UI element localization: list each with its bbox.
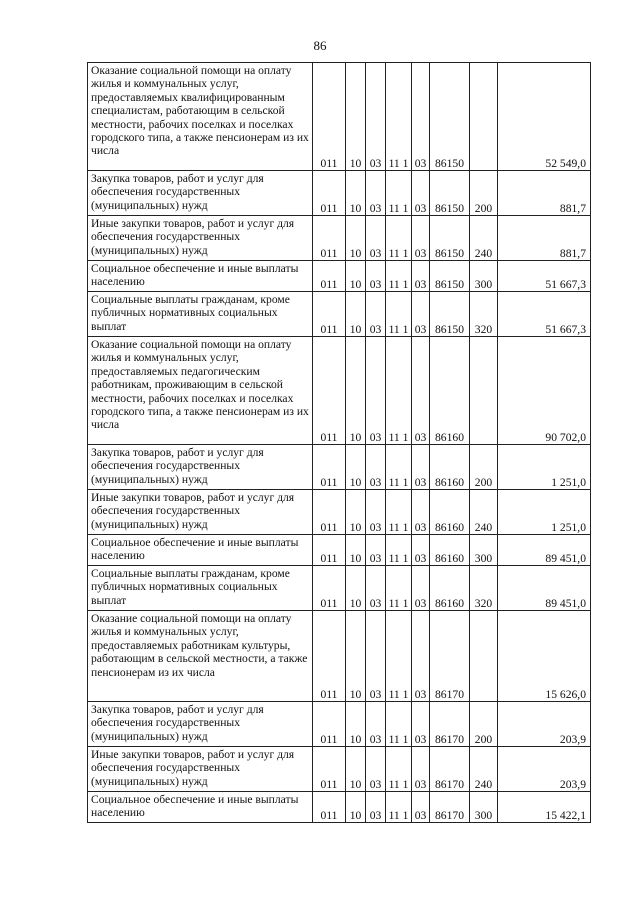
cell-expense-type-code (470, 63, 498, 171)
cell-amount: 51 667,3 (498, 292, 591, 337)
cell-ministry-code: 011 (313, 216, 346, 261)
cell-program-code: 11 1 (386, 445, 412, 490)
cell-direction-code: 86170 (430, 702, 470, 747)
cell-ministry-code: 011 (313, 261, 346, 292)
cell-subprogram-code: 03 (412, 792, 430, 823)
cell-ministry-code: 011 (313, 63, 346, 171)
cell-subsection-code: 03 (366, 171, 386, 216)
cell-expense-type-code: 300 (470, 792, 498, 823)
table-row (88, 535, 591, 566)
cell-amount: 52 549,0 (498, 63, 591, 171)
cell-subprogram-code: 03 (412, 747, 430, 792)
cell-direction-code: 86150 (430, 63, 470, 171)
cell-section-code: 10 (346, 535, 366, 566)
cell-program-code: 11 1 (386, 490, 412, 535)
cell-subprogram-code: 03 (412, 216, 430, 261)
cell-subsection-code: 03 (366, 792, 386, 823)
cell-amount: 203,9 (498, 702, 591, 747)
cell-section-code: 10 (346, 490, 366, 535)
cell-ministry-code: 011 (313, 792, 346, 823)
cell-ministry-code: 011 (313, 445, 346, 490)
row-description-text: Оказание социальной помощи на оплату жилья и коммунальных услуг, предоставляемых работникам культуры, работающим в сельской местности, а также пенсионерам из их числа (91, 612, 308, 679)
cell-description (88, 747, 313, 792)
cell-subsection-code: 03 (366, 490, 386, 535)
cell-ministry-code: 011 (313, 337, 346, 445)
table-row (88, 337, 591, 445)
table-row (88, 611, 591, 702)
table-row (88, 702, 591, 747)
cell-expense-type-code (470, 337, 498, 445)
row-description-text: Иные закупки товаров, работ и услуг для обеспечения государственных (муниципальных) нужд (91, 491, 295, 531)
cell-subsection-code: 03 (366, 292, 386, 337)
cell-direction-code: 86170 (430, 792, 470, 823)
cell-description (88, 261, 313, 292)
row-description-text: Социальные выплаты гражданам, кроме публичных нормативных социальных выплат (91, 567, 290, 607)
cell-description (88, 171, 313, 216)
cell-subsection-code: 03 (366, 611, 386, 702)
cell-subsection-code: 03 (366, 445, 386, 490)
row-description-text: Социальные выплаты гражданам, кроме публичных нормативных социальных выплат (91, 293, 290, 333)
cell-section-code: 10 (346, 261, 366, 292)
cell-ministry-code: 011 (313, 566, 346, 611)
cell-program-code: 11 1 (386, 535, 412, 566)
cell-amount: 15 422,1 (498, 792, 591, 823)
cell-expense-type-code: 300 (470, 535, 498, 566)
cell-subprogram-code: 03 (412, 535, 430, 566)
cell-section-code: 10 (346, 63, 366, 171)
cell-section-code: 10 (346, 566, 366, 611)
cell-ministry-code: 011 (313, 702, 346, 747)
table-row (88, 792, 591, 823)
cell-subsection-code: 03 (366, 747, 386, 792)
cell-section-code: 10 (346, 171, 366, 216)
cell-program-code: 11 1 (386, 216, 412, 261)
cell-amount: 1 251,0 (498, 490, 591, 535)
table-row (88, 171, 591, 216)
row-description-text: Социальное обеспечение и иные выплаты населению (91, 262, 299, 289)
cell-section-code: 10 (346, 747, 366, 792)
cell-section-code: 10 (346, 792, 366, 823)
cell-direction-code: 86160 (430, 535, 470, 566)
cell-ministry-code: 011 (313, 292, 346, 337)
table-row (88, 445, 591, 490)
cell-program-code: 11 1 (386, 261, 412, 292)
cell-program-code: 11 1 (386, 611, 412, 702)
cell-direction-code: 86150 (430, 216, 470, 261)
cell-description (88, 702, 313, 747)
cell-amount: 203,9 (498, 747, 591, 792)
cell-subprogram-code: 03 (412, 566, 430, 611)
cell-amount: 881,7 (498, 171, 591, 216)
cell-description (88, 216, 313, 261)
cell-ministry-code: 011 (313, 490, 346, 535)
cell-description (88, 535, 313, 566)
cell-direction-code: 86150 (430, 261, 470, 292)
table-row (88, 292, 591, 337)
cell-subsection-code: 03 (366, 535, 386, 566)
cell-subsection-code: 03 (366, 261, 386, 292)
cell-ministry-code: 011 (313, 611, 346, 702)
cell-expense-type-code: 200 (470, 702, 498, 747)
cell-program-code: 11 1 (386, 702, 412, 747)
cell-direction-code: 86150 (430, 292, 470, 337)
cell-program-code: 11 1 (386, 337, 412, 445)
cell-amount: 15 626,0 (498, 611, 591, 702)
cell-expense-type-code (470, 611, 498, 702)
cell-direction-code: 86160 (430, 490, 470, 535)
cell-description (88, 292, 313, 337)
table-row (88, 490, 591, 535)
cell-subprogram-code: 03 (412, 261, 430, 292)
row-description-text: Иные закупки товаров, работ и услуг для обеспечения государственных (муниципальных) нужд (91, 748, 295, 788)
row-description-text: Иные закупки товаров, работ и услуг для обеспечения государственных (муниципальных) нужд (91, 217, 295, 257)
cell-description (88, 337, 313, 445)
cell-expense-type-code: 320 (470, 566, 498, 611)
cell-expense-type-code: 200 (470, 445, 498, 490)
cell-section-code: 10 (346, 702, 366, 747)
cell-subsection-code: 03 (366, 566, 386, 611)
page-number: 86 (313, 38, 327, 53)
table-body (88, 63, 591, 823)
cell-expense-type-code: 240 (470, 747, 498, 792)
cell-section-code: 10 (346, 216, 366, 261)
cell-subprogram-code: 03 (412, 702, 430, 747)
cell-description (88, 611, 313, 702)
cell-direction-code: 86160 (430, 566, 470, 611)
cell-section-code: 10 (346, 611, 366, 702)
row-description-text: Оказание социальной помощи на оплату жилья и коммунальных услуг, предоставляемых квалифицированным специалистам, работающим в сельской местности, рабочих поселках и поселках городского типа, а также пенсионерам из их числа (91, 64, 309, 158)
cell-direction-code: 86150 (430, 171, 470, 216)
cell-subprogram-code: 03 (412, 63, 430, 171)
cell-direction-code: 86170 (430, 611, 470, 702)
table-row (88, 63, 591, 171)
cell-amount: 89 451,0 (498, 535, 591, 566)
cell-description (88, 490, 313, 535)
row-description-text: Закупка товаров, работ и услуг для обеспечения государственных (муниципальных) нужд (91, 446, 264, 486)
table-row (88, 261, 591, 292)
cell-description (88, 63, 313, 171)
cell-description (88, 445, 313, 490)
table-row (88, 216, 591, 261)
cell-program-code: 11 1 (386, 566, 412, 611)
cell-expense-type-code: 200 (470, 171, 498, 216)
cell-description (88, 792, 313, 823)
cell-amount: 51 667,3 (498, 261, 591, 292)
cell-subsection-code: 03 (366, 337, 386, 445)
cell-subprogram-code: 03 (412, 445, 430, 490)
cell-amount: 881,7 (498, 216, 591, 261)
table-row (88, 747, 591, 792)
cell-description (88, 566, 313, 611)
cell-direction-code: 86170 (430, 747, 470, 792)
cell-subprogram-code: 03 (412, 611, 430, 702)
budget-table (87, 62, 591, 823)
cell-ministry-code: 011 (313, 171, 346, 216)
cell-program-code: 11 1 (386, 747, 412, 792)
cell-expense-type-code: 320 (470, 292, 498, 337)
cell-subsection-code: 03 (366, 702, 386, 747)
row-description-text: Социальное обеспечение и иные выплаты населению (91, 793, 299, 820)
cell-expense-type-code: 240 (470, 490, 498, 535)
cell-program-code: 11 1 (386, 292, 412, 337)
row-description-text: Закупка товаров, работ и услуг для обеспечения государственных (муниципальных) нужд (91, 172, 264, 212)
cell-expense-type-code: 300 (470, 261, 498, 292)
cell-subprogram-code: 03 (412, 292, 430, 337)
cell-amount: 90 702,0 (498, 337, 591, 445)
cell-direction-code: 86160 (430, 337, 470, 445)
cell-subsection-code: 03 (366, 63, 386, 171)
row-description-text: Социальное обеспечение и иные выплаты населению (91, 536, 299, 563)
cell-section-code: 10 (346, 445, 366, 490)
cell-subsection-code: 03 (366, 216, 386, 261)
row-description-text: Закупка товаров, работ и услуг для обеспечения государственных (муниципальных) нужд (91, 703, 264, 743)
cell-ministry-code: 011 (313, 747, 346, 792)
cell-section-code: 10 (346, 292, 366, 337)
cell-subprogram-code: 03 (412, 171, 430, 216)
cell-expense-type-code: 240 (470, 216, 498, 261)
row-description-text: Оказание социальной помощи на оплату жилья и коммунальных услуг, предоставляемых педагогическим работникам, проживающим в сельской местности, рабочих поселках и поселках городского типа, а также пенсионерам из их числа (91, 338, 309, 432)
cell-program-code: 11 1 (386, 792, 412, 823)
cell-ministry-code: 011 (313, 535, 346, 566)
cell-subprogram-code: 03 (412, 490, 430, 535)
cell-amount: 89 451,0 (498, 566, 591, 611)
table-row (88, 566, 591, 611)
cell-subprogram-code: 03 (412, 337, 430, 445)
cell-program-code: 11 1 (386, 171, 412, 216)
cell-program-code: 11 1 (386, 63, 412, 171)
cell-amount: 1 251,0 (498, 445, 591, 490)
cell-direction-code: 86160 (430, 445, 470, 490)
cell-section-code: 10 (346, 337, 366, 445)
